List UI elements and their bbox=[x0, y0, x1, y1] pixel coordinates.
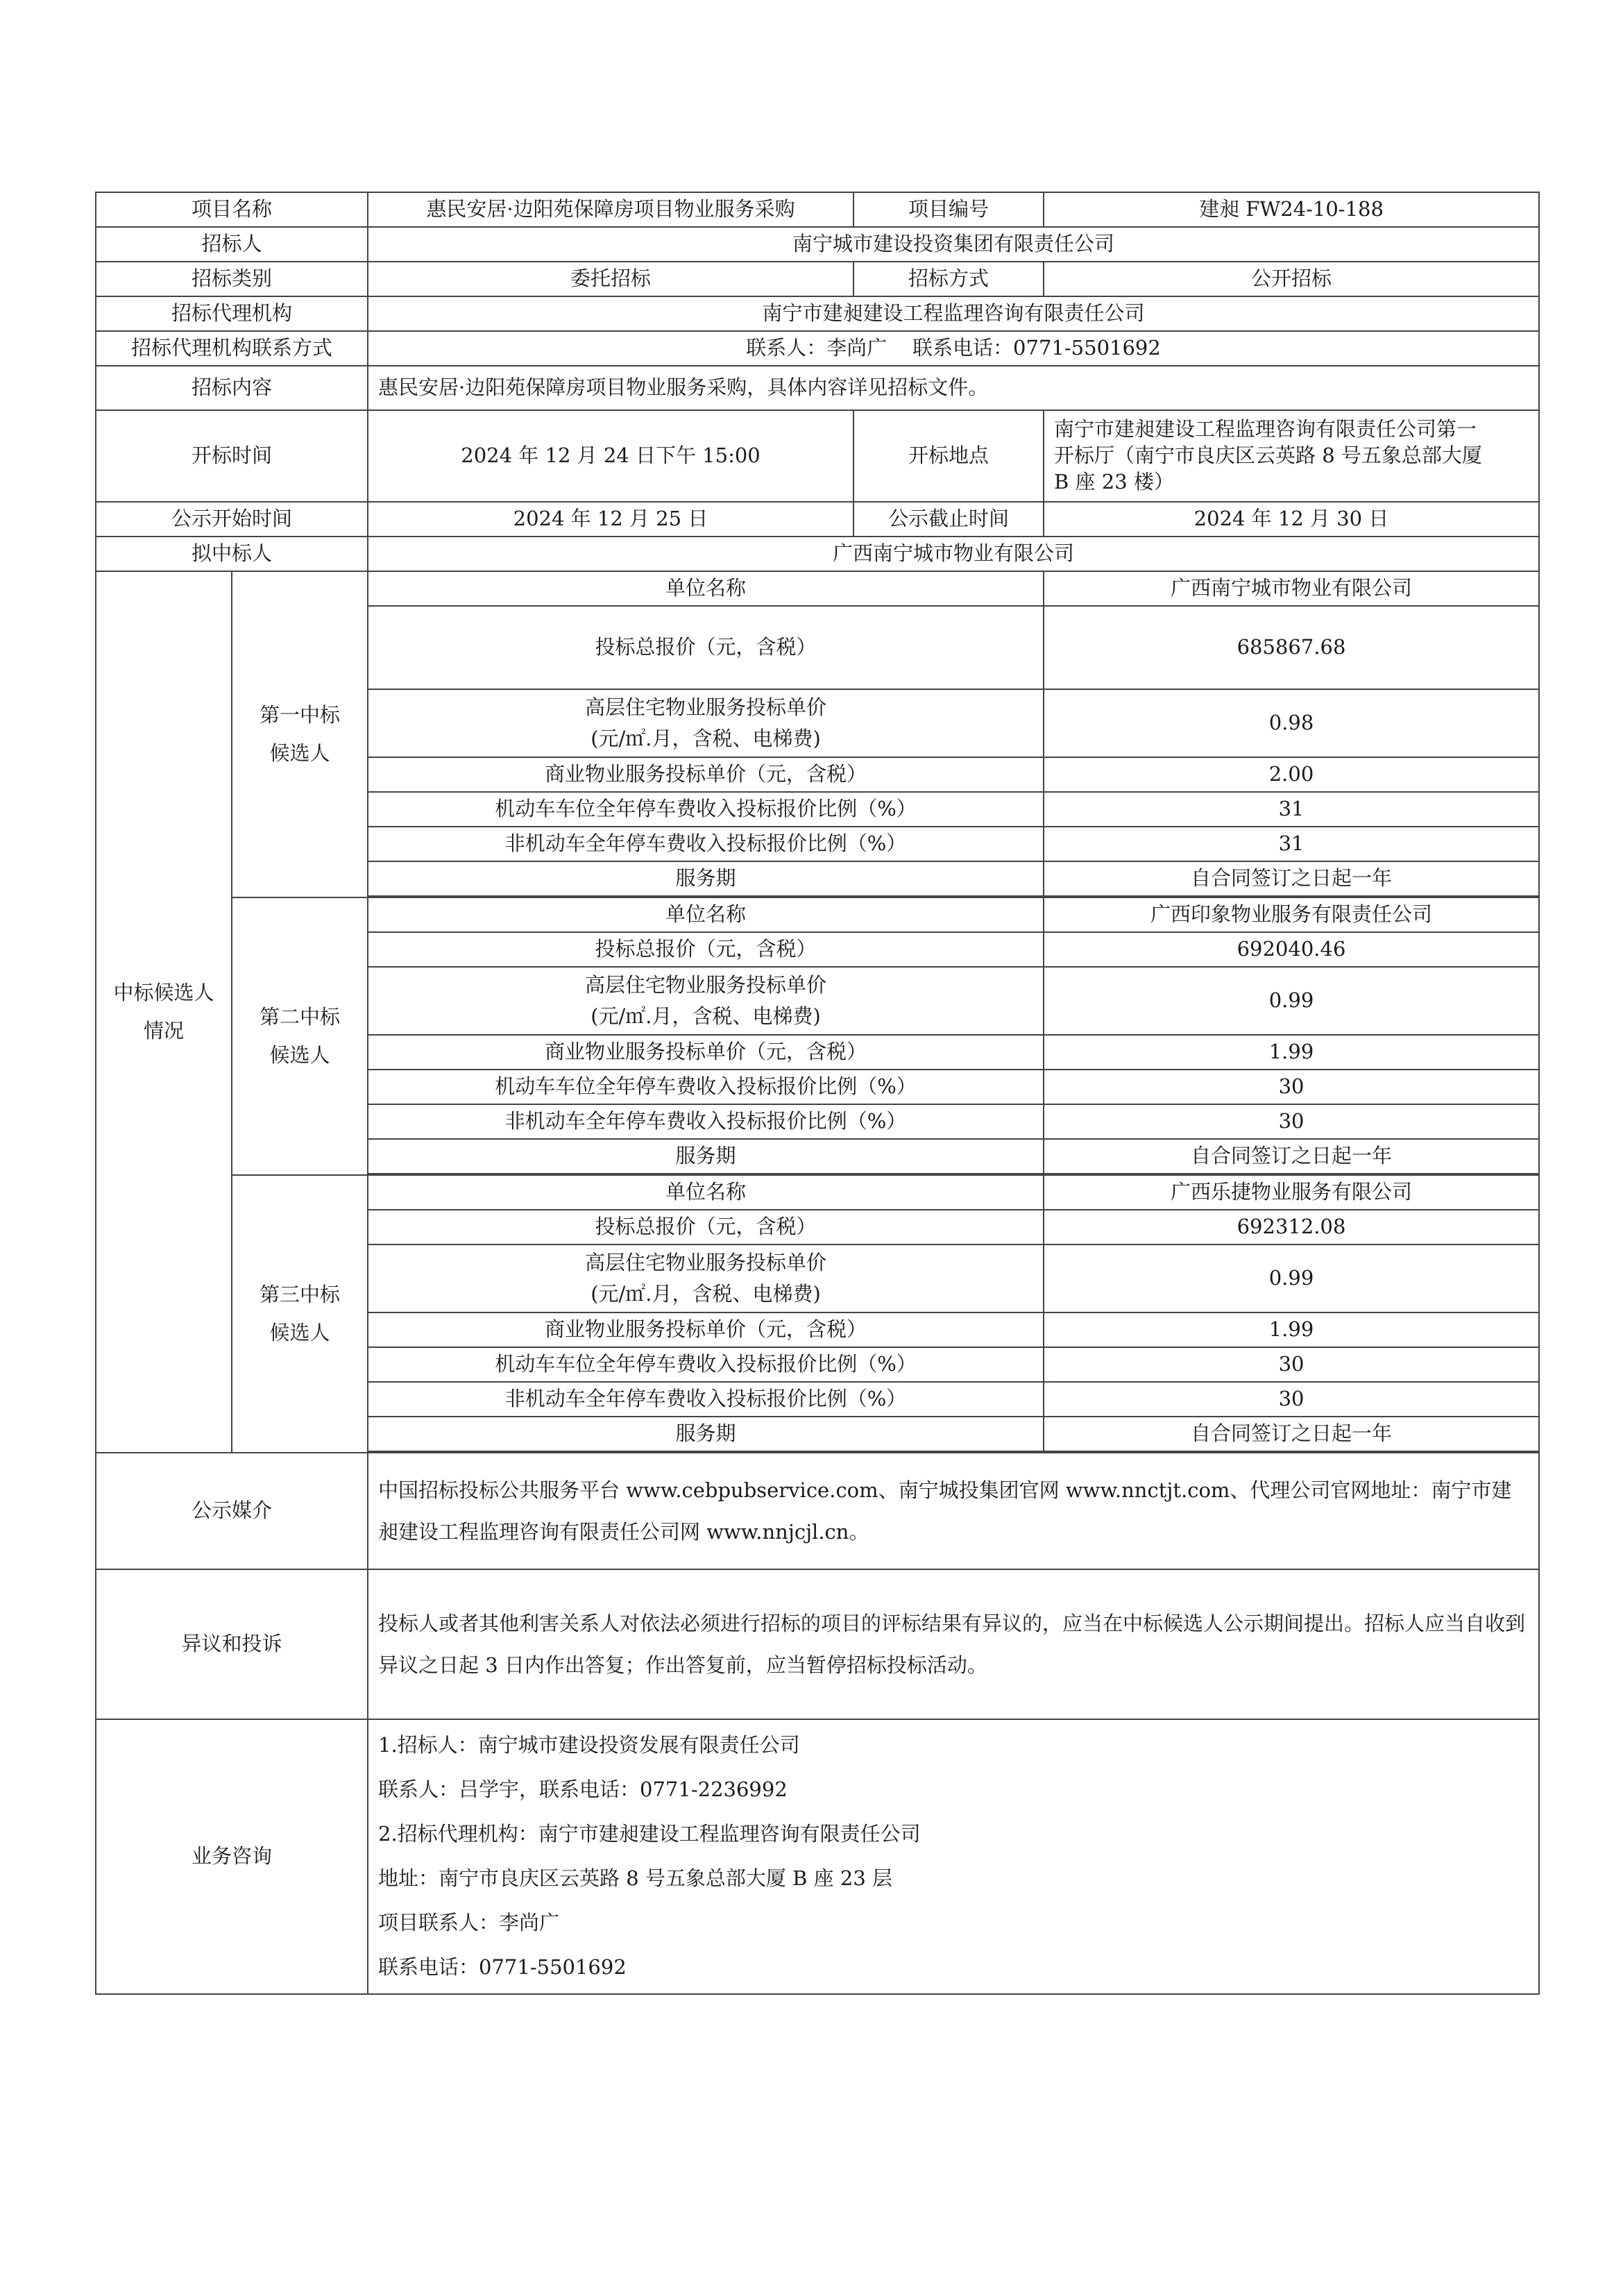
value-tenderer: 南宁城市建设投资集团有限责任公司 bbox=[368, 227, 1539, 262]
field-unit-label: 单位名称 bbox=[368, 897, 1044, 932]
candidate-3-unit-row bbox=[96, 1175, 1539, 1210]
field-highrise-label: 高层住宅物业服务投标单价 (元/㎡.月，含税、电梯费) bbox=[368, 1244, 1044, 1312]
value-media: 中国招标投标公共服务平台 www.cebpubservice.com、南宁城投集团官网 www.nnctjt.com、代理公司官网地址：南宁市建昶建设工程监理咨询有限责任公司网 www.nnjcjl.cn。 bbox=[368, 1453, 1539, 1569]
field-highrise-label: 高层住宅物业服务投标单价 (元/㎡.月，含税、电梯费) bbox=[368, 967, 1044, 1035]
row-agency-contact bbox=[96, 331, 1539, 366]
consult-line-3: 2.招标代理机构：南宁市建昶建设工程监理咨询有限责任公司 bbox=[378, 1822, 921, 1846]
candidate-1-unit-row bbox=[96, 571, 1539, 606]
label-objection: 异议和投诉 bbox=[96, 1569, 368, 1719]
field-total-label: 投标总报价（元，含税） bbox=[368, 606, 1044, 689]
value-project-name: 惠民安居·边阳苑保障房项目物业服务采购 bbox=[368, 192, 853, 227]
field-unit-label: 单位名称 bbox=[368, 1175, 1044, 1210]
field-commercial-label: 商业物业服务投标单价（元，含税） bbox=[368, 757, 1044, 792]
consult-line-6: 联系电话：0771-5501692 bbox=[378, 1955, 627, 1979]
candidate-2-period: 自合同签订之日起一年 bbox=[1044, 1139, 1539, 1174]
candidate-2-unit: 广西印象物业服务有限责任公司 bbox=[1044, 897, 1539, 932]
candidate-1-rank: 第一中标 候选人 bbox=[232, 571, 368, 897]
field-highrise-label: 高层住宅物业服务投标单价 (元/㎡.月，含税、电梯费) bbox=[368, 689, 1044, 757]
field-nonmotor-label: 非机动车全年停车费收入投标报价比例（%） bbox=[368, 1104, 1044, 1139]
row-agency bbox=[96, 296, 1539, 331]
candidate-2-motor: 30 bbox=[1044, 1070, 1539, 1104]
candidate-2-commercial: 1.99 bbox=[1044, 1035, 1539, 1070]
label-proposed: 拟中标人 bbox=[96, 537, 368, 571]
candidate-1-total: 685867.68 bbox=[1044, 606, 1539, 689]
field-commercial-label: 商业物业服务投标单价（元，含税） bbox=[368, 1035, 1044, 1070]
label-opening-time: 开标时间 bbox=[96, 410, 368, 502]
value-publicity-end: 2024 年 12 月 30 日 bbox=[1044, 502, 1539, 537]
candidate-2-nonmotor: 30 bbox=[1044, 1104, 1539, 1139]
candidate-1-nonmotor: 31 bbox=[1044, 827, 1539, 861]
label-method: 招标方式 bbox=[853, 262, 1044, 296]
value-publicity-start: 2024 年 12 月 25 日 bbox=[368, 502, 853, 537]
value-category: 委托招标 bbox=[368, 262, 853, 296]
row-publicity bbox=[96, 502, 1539, 537]
row-consult bbox=[96, 1719, 1539, 1994]
candidate-1-highrise: 0.98 bbox=[1044, 689, 1539, 757]
value-consult bbox=[368, 1719, 1539, 1994]
row-proposed bbox=[96, 537, 1539, 571]
value-opening-time: 2024 年 12 月 24 日下午 15:00 bbox=[368, 410, 853, 502]
value-agency-contact: 联系人：李尚广 联系电话：0771-5501692 bbox=[368, 331, 1539, 366]
label-agency-contact: 招标代理机构联系方式 bbox=[96, 331, 368, 366]
candidate-3-commercial: 1.99 bbox=[1044, 1312, 1539, 1347]
candidate-2-unit-row bbox=[96, 897, 1539, 932]
candidate-3-highrise: 0.99 bbox=[1044, 1244, 1539, 1312]
value-proposed: 广西南宁城市物业有限公司 bbox=[368, 537, 1539, 571]
row-project bbox=[96, 192, 1539, 227]
label-project-no: 项目编号 bbox=[853, 192, 1044, 227]
field-motor-label: 机动车车位全年停车费收入投标报价比例（%） bbox=[368, 1347, 1044, 1382]
field-period-label: 服务期 bbox=[368, 1417, 1044, 1451]
label-publicity-start: 公示开始时间 bbox=[96, 502, 368, 537]
candidate-3-nonmotor: 30 bbox=[1044, 1382, 1539, 1417]
label-category: 招标类别 bbox=[96, 262, 368, 296]
value-project-no: 建昶 FW24-10-188 bbox=[1044, 192, 1539, 227]
consult-line-1: 1.招标人：南宁城市建设投资发展有限责任公司 bbox=[378, 1733, 800, 1757]
label-publicity-end: 公示截止时间 bbox=[853, 502, 1044, 537]
candidate-3-period: 自合同签订之日起一年 bbox=[1044, 1417, 1539, 1451]
label-tenderer: 招标人 bbox=[96, 227, 368, 262]
label-project-name: 项目名称 bbox=[96, 192, 368, 227]
field-commercial-label: 商业物业服务投标单价（元，含税） bbox=[368, 1312, 1044, 1347]
field-period-label: 服务期 bbox=[368, 861, 1044, 896]
candidate-2-total: 692040.46 bbox=[1044, 932, 1539, 967]
field-unit-label: 单位名称 bbox=[368, 571, 1044, 606]
candidate-1-commercial: 2.00 bbox=[1044, 757, 1539, 792]
field-period-label: 服务期 bbox=[368, 1139, 1044, 1174]
candidate-2-highrise: 0.99 bbox=[1044, 967, 1539, 1035]
label-consult: 业务咨询 bbox=[96, 1719, 368, 1994]
value-method: 公开招标 bbox=[1044, 262, 1539, 296]
value-content: 惠民安居·边阳苑保障房项目物业服务采购，具体内容详见招标文件。 bbox=[368, 366, 1539, 410]
opening-place-line-1: 南宁市建昶建设工程监理咨询有限责任公司第一 bbox=[1054, 417, 1477, 441]
candidate-3-unit: 广西乐捷物业服务有限公司 bbox=[1044, 1175, 1539, 1210]
label-opening-place: 开标地点 bbox=[853, 410, 1044, 502]
field-motor-label: 机动车车位全年停车费收入投标报价比例（%） bbox=[368, 792, 1044, 827]
label-content: 招标内容 bbox=[96, 366, 368, 410]
field-motor-label: 机动车车位全年停车费收入投标报价比例（%） bbox=[368, 1070, 1044, 1104]
opening-place-line-2: 开标厅（南宁市良庆区云英路 8 号五象总部大厦 bbox=[1054, 444, 1482, 468]
label-media: 公示媒介 bbox=[96, 1453, 368, 1569]
candidate-1-motor: 31 bbox=[1044, 792, 1539, 827]
field-total-label: 投标总报价（元，含税） bbox=[368, 1210, 1044, 1244]
candidate-3-motor: 30 bbox=[1044, 1347, 1539, 1382]
field-nonmotor-label: 非机动车全年停车费收入投标报价比例（%） bbox=[368, 827, 1044, 861]
row-tenderer bbox=[96, 227, 1539, 262]
field-nonmotor-label: 非机动车全年停车费收入投标报价比例（%） bbox=[368, 1382, 1044, 1417]
candidate-2-rank: 第二中标 候选人 bbox=[232, 897, 368, 1175]
candidate-1-unit: 广西南宁城市物业有限公司 bbox=[1044, 571, 1539, 606]
row-opening bbox=[96, 410, 1539, 502]
value-agency: 南宁市建昶建设工程监理咨询有限责任公司 bbox=[368, 296, 1539, 331]
row-media bbox=[96, 1453, 1539, 1569]
value-objection: 投标人或者其他利害关系人对依法必须进行招标的项目的评标结果有异议的，应当在中标候选人公示期间提出。招标人应当自收到异议之日起 3 日内作出答复；作出答复前，应当暂停招标投标活动。 bbox=[368, 1569, 1539, 1719]
row-objection bbox=[96, 1569, 1539, 1719]
field-total-label: 投标总报价（元，含税） bbox=[368, 932, 1044, 967]
row-category bbox=[96, 262, 1539, 296]
candidate-3-total: 692312.08 bbox=[1044, 1210, 1539, 1244]
consult-line-5: 项目联系人：李尚广 bbox=[378, 1911, 560, 1934]
row-content bbox=[96, 366, 1539, 410]
consult-line-4: 地址：南宁市良庆区云英路 8 号五象总部大厦 B 座 23 层 bbox=[378, 1866, 892, 1890]
candidate-1-period: 自合同签订之日起一年 bbox=[1044, 861, 1539, 896]
bid-result-table bbox=[95, 192, 1540, 1995]
label-agency: 招标代理机构 bbox=[96, 296, 368, 331]
candidates-group-label: 中标候选人 情况 bbox=[96, 571, 232, 1453]
value-opening-place bbox=[1044, 410, 1539, 502]
opening-place-line-3: B 座 23 楼） bbox=[1054, 469, 1174, 493]
candidate-3-rank: 第三中标 候选人 bbox=[232, 1175, 368, 1453]
consult-line-2: 联系人：吕学宇，联系电话：0771-2236992 bbox=[378, 1778, 788, 1801]
